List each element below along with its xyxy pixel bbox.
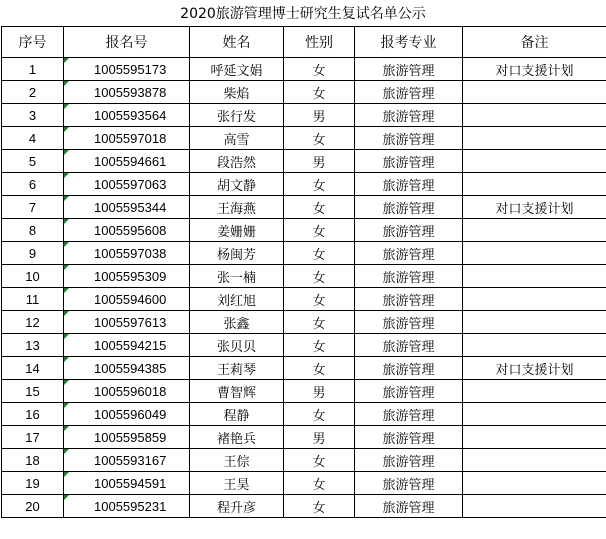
cell-registration-id: 1005595859: [64, 426, 190, 449]
cell-major: 旅游管理: [355, 334, 463, 357]
cell-seq: 6: [2, 173, 64, 196]
cell-note: [463, 449, 606, 472]
cell-major: 旅游管理: [355, 311, 463, 334]
cell-registration-id: 1005595344: [64, 196, 190, 219]
cell-note: [463, 426, 606, 449]
cell-name: 张贝贝: [190, 334, 284, 357]
cell-note: [463, 288, 606, 311]
cell-name: 褚艳兵: [190, 426, 284, 449]
cell-registration-id: 1005593878: [64, 81, 190, 104]
cell-major: 旅游管理: [355, 127, 463, 150]
cell-major: 旅游管理: [355, 104, 463, 127]
header-major: 报考专业: [355, 27, 463, 58]
table-row: [2, 127, 606, 150]
cell-gender: 女: [284, 311, 355, 334]
cell-note: [463, 495, 606, 518]
cell-registration-id: 1005597613: [64, 311, 190, 334]
cell-registration-id: 1005595309: [64, 265, 190, 288]
cell-note: [463, 219, 606, 242]
cell-note: [463, 242, 606, 265]
cell-name: 高雪: [190, 127, 284, 150]
cell-seq: 10: [2, 265, 64, 288]
cell-major: 旅游管理: [355, 288, 463, 311]
cell-seq: 2: [2, 81, 64, 104]
cell-note: [463, 403, 606, 426]
cell-gender: 男: [284, 426, 355, 449]
candidate-table: [1, 26, 606, 518]
table-row: [2, 265, 606, 288]
cell-gender: 女: [284, 334, 355, 357]
table-row: [2, 173, 606, 196]
cell-note: [463, 150, 606, 173]
cell-registration-id: 1005594600: [64, 288, 190, 311]
cell-major: 旅游管理: [355, 265, 463, 288]
cell-name: 程静: [190, 403, 284, 426]
cell-note: 对口支援计划: [463, 196, 606, 219]
cell-seq: 16: [2, 403, 64, 426]
cell-note: 对口支援计划: [463, 58, 606, 81]
cell-name: 胡文静: [190, 173, 284, 196]
cell-major: 旅游管理: [355, 495, 463, 518]
cell-gender: 女: [284, 449, 355, 472]
cell-seq: 13: [2, 334, 64, 357]
cell-gender: 女: [284, 127, 355, 150]
table-row: [2, 380, 606, 403]
cell-major: 旅游管理: [355, 173, 463, 196]
cell-note: [463, 380, 606, 403]
cell-gender: 女: [284, 242, 355, 265]
cell-registration-id: 1005593564: [64, 104, 190, 127]
cell-gender: 女: [284, 472, 355, 495]
table-row: [2, 104, 606, 127]
cell-major: 旅游管理: [355, 242, 463, 265]
cell-name: 王海燕: [190, 196, 284, 219]
cell-name: 杨闽芳: [190, 242, 284, 265]
cell-major: 旅游管理: [355, 150, 463, 173]
cell-seq: 1: [2, 58, 64, 81]
table-row: [2, 472, 606, 495]
cell-major: 旅游管理: [355, 380, 463, 403]
header-name: 姓名: [190, 27, 284, 58]
cell-major: 旅游管理: [355, 357, 463, 380]
cell-gender: 女: [284, 495, 355, 518]
cell-gender: 男: [284, 380, 355, 403]
cell-seq: 8: [2, 219, 64, 242]
cell-name: 呼延文娟: [190, 58, 284, 81]
cell-major: 旅游管理: [355, 58, 463, 81]
page-title: 2020旅游管理博士研究生复试名单公示: [180, 6, 426, 22]
cell-registration-id: 1005596018: [64, 380, 190, 403]
table-row: [2, 495, 606, 518]
cell-seq: 12: [2, 311, 64, 334]
cell-seq: 18: [2, 449, 64, 472]
cell-name: 程升彦: [190, 495, 284, 518]
cell-gender: 女: [284, 219, 355, 242]
table-row: [2, 242, 606, 265]
cell-gender: 女: [284, 196, 355, 219]
table-row: [2, 150, 606, 173]
cell-seq: 20: [2, 495, 64, 518]
cell-name: 刘红旭: [190, 288, 284, 311]
cell-name: 王莉琴: [190, 357, 284, 380]
cell-registration-id: 1005595231: [64, 495, 190, 518]
cell-registration-id: 1005594591: [64, 472, 190, 495]
cell-gender: 女: [284, 288, 355, 311]
cell-major: 旅游管理: [355, 81, 463, 104]
cell-seq: 15: [2, 380, 64, 403]
cell-major: 旅游管理: [355, 403, 463, 426]
table-row: [2, 196, 606, 219]
cell-name: 张一楠: [190, 265, 284, 288]
table-row: [2, 334, 606, 357]
cell-name: 张行发: [190, 104, 284, 127]
cell-seq: 17: [2, 426, 64, 449]
cell-note: [463, 127, 606, 150]
table-row: [2, 357, 606, 380]
table-row: [2, 58, 606, 81]
cell-name: 段浩然: [190, 150, 284, 173]
cell-note: [463, 81, 606, 104]
cell-major: 旅游管理: [355, 472, 463, 495]
cell-registration-id: 1005597038: [64, 242, 190, 265]
cell-gender: 女: [284, 173, 355, 196]
cell-note: [463, 265, 606, 288]
cell-name: 张鑫: [190, 311, 284, 334]
cell-name: 曹智辉: [190, 380, 284, 403]
cell-note: [463, 334, 606, 357]
header-registration-id: 报名号: [64, 27, 190, 58]
cell-seq: 3: [2, 104, 64, 127]
cell-gender: 男: [284, 150, 355, 173]
header-note: 备注: [463, 27, 606, 58]
cell-registration-id: 1005593167: [64, 449, 190, 472]
cell-seq: 14: [2, 357, 64, 380]
table-row: [2, 311, 606, 334]
cell-registration-id: 1005595608: [64, 219, 190, 242]
cell-name: 王倧: [190, 449, 284, 472]
cell-gender: 女: [284, 81, 355, 104]
cell-gender: 男: [284, 104, 355, 127]
cell-registration-id: 1005596049: [64, 403, 190, 426]
header-gender: 性别: [284, 27, 355, 58]
cell-gender: 女: [284, 58, 355, 81]
cell-seq: 7: [2, 196, 64, 219]
cell-registration-id: 1005594385: [64, 357, 190, 380]
cell-registration-id: 1005597063: [64, 173, 190, 196]
table-row: [2, 426, 606, 449]
table-row: [2, 219, 606, 242]
cell-name: 柴焰: [190, 81, 284, 104]
cell-registration-id: 1005595173: [64, 58, 190, 81]
cell-seq: 5: [2, 150, 64, 173]
cell-name: 王昊: [190, 472, 284, 495]
header-seq: 序号: [2, 27, 64, 58]
cell-seq: 4: [2, 127, 64, 150]
table-row: [2, 288, 606, 311]
table-header-row: [2, 27, 606, 58]
cell-gender: 女: [284, 357, 355, 380]
cell-registration-id: 1005594215: [64, 334, 190, 357]
table-row: [2, 81, 606, 104]
cell-registration-id: 1005594661: [64, 150, 190, 173]
table-row: [2, 449, 606, 472]
cell-major: 旅游管理: [355, 426, 463, 449]
cell-registration-id: 1005597018: [64, 127, 190, 150]
cell-major: 旅游管理: [355, 449, 463, 472]
cell-note: [463, 311, 606, 334]
cell-note: [463, 472, 606, 495]
cell-note: [463, 173, 606, 196]
cell-gender: 女: [284, 403, 355, 426]
cell-note: [463, 104, 606, 127]
table-row: [2, 403, 606, 426]
cell-major: 旅游管理: [355, 196, 463, 219]
cell-gender: 女: [284, 265, 355, 288]
cell-major: 旅游管理: [355, 219, 463, 242]
cell-seq: 11: [2, 288, 64, 311]
cell-seq: 9: [2, 242, 64, 265]
cell-note: 对口支援计划: [463, 357, 606, 380]
cell-seq: 19: [2, 472, 64, 495]
cell-name: 姜姗姗: [190, 219, 284, 242]
